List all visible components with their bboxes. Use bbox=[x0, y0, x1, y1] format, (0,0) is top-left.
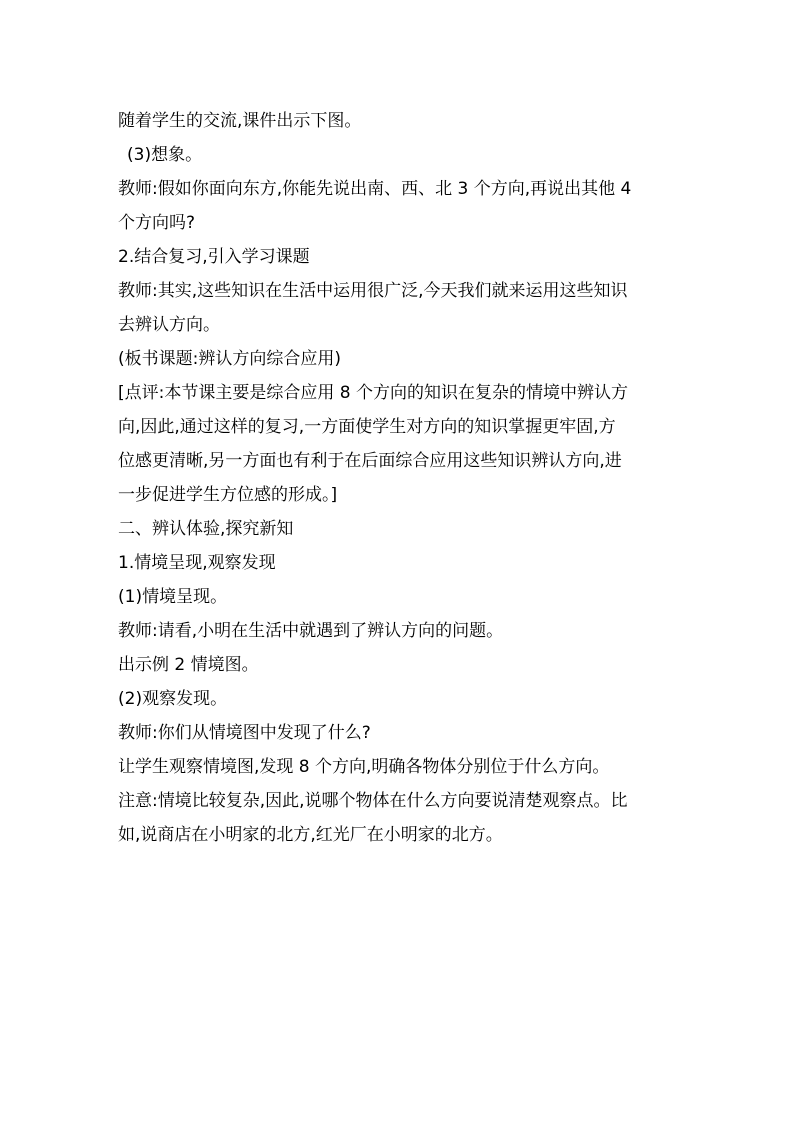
comment-line: [点评:本节课主要是综合应用 8 个方向的知识在复杂的情境中辨认方 bbox=[118, 383, 628, 403]
text-line: 去辨认方向。 bbox=[118, 315, 220, 335]
text-line: 教师:你们从情境图中发现了什么? bbox=[118, 723, 371, 743]
text-line: 随着学生的交流,课件出示下图。 bbox=[118, 111, 362, 131]
text-line: (1)情境呈现。 bbox=[118, 587, 228, 607]
document-body bbox=[118, 104, 680, 852]
text-line: (板书课题:辨认方向综合应用) bbox=[118, 349, 341, 369]
comment-line: 向,因此,通过这样的复习,一方面使学生对方向的知识掌握更牢固,方 bbox=[118, 417, 616, 437]
text-line: 个方向吗? bbox=[118, 213, 196, 233]
text-line: 让学生观察情境图,发现 8 个方向,明确各物体分别位于什么方向。 bbox=[118, 757, 610, 777]
section-heading: 2.结合复习,引入学习课题 bbox=[118, 247, 310, 267]
section-heading: 二、辨认体验,探究新知 bbox=[118, 519, 294, 539]
text-line: 教师:假如你面向东方,你能先说出南、西、北 3 个方向,再说出其他 4 bbox=[118, 179, 632, 199]
text-line: 教师:其实,这些知识在生活中运用很广泛,今天我们就来运用这些知识 bbox=[118, 281, 628, 301]
text-line: 注意:情境比较复杂,因此,说哪个物体在什么方向要说清楚观察点。比 bbox=[118, 791, 628, 811]
text-line: 教师:请看,小明在生活中就遇到了辨认方向的问题。 bbox=[118, 621, 504, 641]
text-line: 如,说商店在小明家的北方,红光厂在小明家的北方。 bbox=[118, 825, 503, 845]
text-line: 出示例 2 情境图。 bbox=[118, 655, 259, 675]
text-line: (2)观察发现。 bbox=[118, 689, 228, 709]
subsection-heading: 1.情境呈现,观察发现 bbox=[118, 553, 276, 573]
comment-line: 一步促进学生方位感的形成。] bbox=[118, 485, 338, 505]
comment-line: 位感更清晰,另一方面也有利于在后面综合应用这些知识辨认方向,进 bbox=[118, 451, 622, 471]
text-line: (3)想象。 bbox=[127, 145, 203, 165]
